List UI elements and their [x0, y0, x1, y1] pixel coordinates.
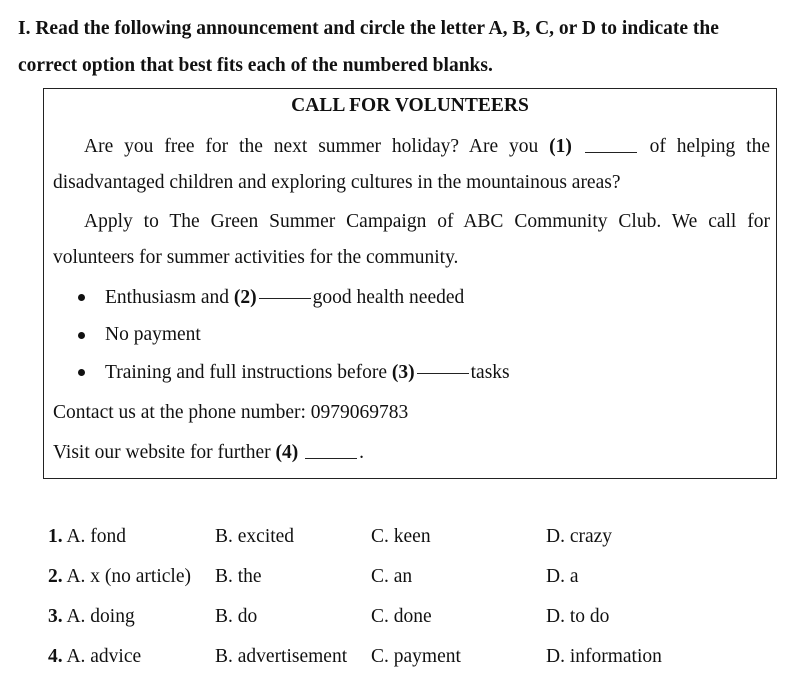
option-d[interactable]: D. information [546, 646, 662, 667]
blank-number-1: (1) [549, 136, 572, 157]
question-number: 2. [48, 566, 63, 587]
option-b[interactable]: B. do [215, 606, 258, 627]
option-c[interactable]: C. done [371, 606, 432, 627]
bullet-icon [78, 332, 85, 339]
announcement-title: CALL FOR VOLUNTEERS [291, 95, 529, 116]
option-a-text: A. advice [66, 646, 142, 667]
list-item [78, 354, 510, 392]
blank-3 [417, 372, 469, 374]
option-a[interactable] [48, 557, 191, 597]
instructions-line-1: I. Read the following announcement and circle the letter A, B, C, or D to indicate the [18, 18, 719, 39]
blank-1 [585, 151, 637, 153]
question-number: 1. [48, 526, 63, 547]
option-b[interactable]: B. excited [215, 526, 295, 547]
question-row [48, 517, 788, 557]
paragraph-1-start: Are you free for the next summer holiday? Are you [84, 136, 539, 157]
contact-line: Contact us at the phone number: 0979069783 [53, 402, 409, 423]
bullet-icon [78, 294, 85, 301]
option-a[interactable] [48, 597, 135, 637]
paragraph-2-text: Apply to The Green Summer Campaign of ABC Community Club. We call for volunteers for summer activities for the community. [53, 211, 770, 268]
paragraph-1-end: of helping the disadvantaged children and exploring cultures in the mountainous areas? [53, 136, 770, 193]
answer-options [48, 517, 788, 677]
list-item [78, 279, 510, 317]
question-number: 4. [48, 646, 63, 667]
blank-number-4: (4) [275, 442, 299, 463]
list-item-end: tasks [470, 361, 510, 383]
option-c[interactable]: C. an [371, 566, 413, 587]
option-d[interactable]: D. to do [546, 606, 610, 627]
visit-line-start: Visit our website for further [53, 442, 271, 463]
paragraph-2 [53, 204, 770, 276]
blank-2 [259, 297, 311, 299]
requirements-list [78, 279, 510, 392]
blank-number-3: (3) [391, 361, 415, 383]
list-item-start: Enthusiasm and [105, 286, 230, 308]
question-row [48, 637, 788, 677]
blank-4 [305, 457, 357, 459]
question-number: 3. [48, 606, 63, 627]
option-b[interactable]: B. advertisement [215, 646, 348, 667]
paragraph-1 [53, 129, 770, 201]
option-b[interactable]: B. the [215, 566, 262, 587]
option-a[interactable] [48, 637, 141, 677]
bullet-icon [78, 369, 85, 376]
option-d[interactable]: D. crazy [546, 526, 613, 547]
option-a-text: A. fond [66, 526, 127, 547]
option-d[interactable]: D. a [546, 566, 579, 587]
blank-number-2: (2) [233, 286, 257, 308]
option-c[interactable]: C. payment [371, 646, 461, 667]
question-row [48, 557, 788, 597]
instructions-line-2: correct option that best fits each of the numbered blanks. [18, 55, 493, 76]
list-item [78, 317, 510, 355]
option-a-text: A. x (no article) [66, 566, 191, 587]
option-a-text: A. doing [66, 606, 135, 627]
visit-line-end: . [359, 442, 364, 463]
question-row [48, 597, 788, 637]
option-a[interactable] [48, 517, 126, 557]
option-c[interactable]: C. keen [371, 526, 431, 547]
list-item-end: good health needed [312, 286, 465, 308]
visit-line [53, 442, 364, 464]
list-item-start: Training and full instructions before [105, 361, 387, 383]
announcement-box [43, 88, 777, 479]
instructions [18, 10, 788, 84]
list-item-text: No payment [105, 324, 201, 346]
